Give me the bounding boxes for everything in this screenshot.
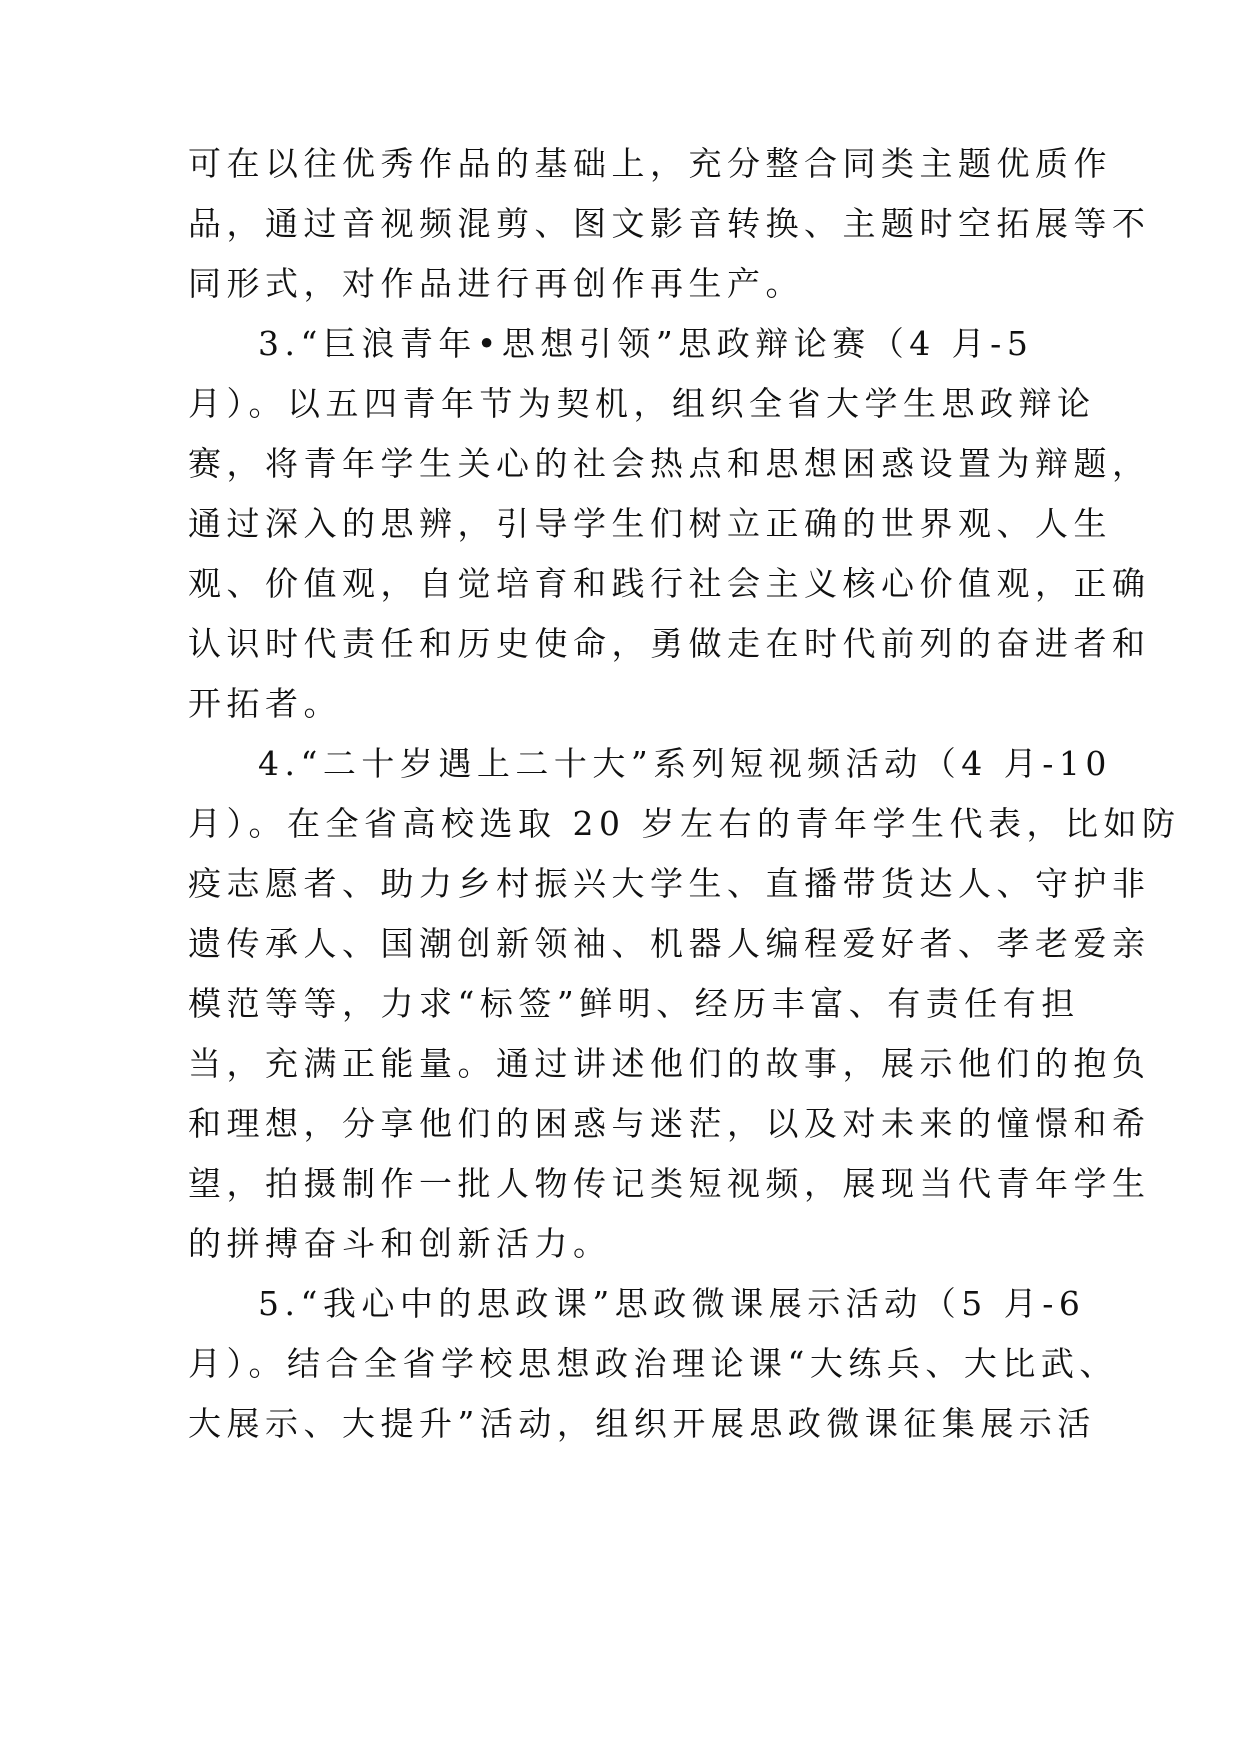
- text-line: 品，通过音视频混剪、图文影音转换、主题时空拓展等不: [188, 204, 1151, 243]
- text-line: 遗传承人、国潮创新领袖、机器人编程爱好者、孝老爱亲: [188, 924, 1151, 963]
- text-line: 认识时代责任和历史使命，勇做走在时代前列的奋进者和: [188, 624, 1151, 663]
- text-line: 和理想，分享他们的困惑与迷茫，以及对未来的憧憬和希: [188, 1104, 1151, 1143]
- text-line: 通过深入的思辨，引导学生们树立正确的世界观、人生: [188, 504, 1112, 543]
- text-line: 可在以往优秀作品的基础上，充分整合同类主题优质作: [188, 144, 1112, 183]
- text-line: 开拓者。: [188, 684, 342, 723]
- text-line: 观、价值观，自觉培育和践行社会主义核心价值观，正确: [188, 564, 1151, 603]
- list-item-heading: 5.“我心中的思政课”思政微课展示活动（5 月-6: [258, 1284, 1086, 1323]
- text-line: 望，拍摄制作一批人物传记类短视频，展现当代青年学生: [188, 1164, 1151, 1203]
- text-line: 赛，将青年学生关心的社会热点和思想困惑设置为辩题，: [188, 444, 1151, 483]
- text-line: 疫志愿者、助力乡村振兴大学生、直播带货达人、守护非: [188, 864, 1151, 903]
- text-line: 月）。以五四青年节为契机，组织全省大学生思政辩论: [188, 384, 1096, 423]
- text-line: 的拼搏奋斗和创新活力。: [188, 1224, 612, 1263]
- list-item-heading: 4.“二十岁遇上二十大”系列短视频活动（4 月-10: [258, 744, 1112, 783]
- text-line: 当，充满正能量。通过讲述他们的故事，展示他们的抱负: [188, 1044, 1151, 1083]
- text-line: 同形式，对作品进行再创作再生产。: [188, 264, 804, 303]
- text-line: 月）。结合全省学校思想政治理论课“大练兵、大比武、: [188, 1344, 1118, 1383]
- list-item-heading: 3.“巨浪青年•思想引领”思政辩论赛（4 月-5: [258, 324, 1034, 363]
- text-line: 月）。在全省高校选取 20 岁左右的青年学生代表，比如防: [188, 804, 1181, 843]
- text-line: 模范等等，力求“标签”鲜明、经历丰富、有责任有担: [188, 984, 1080, 1023]
- text-line: 大展示、大提升”活动，组织开展思政微课征集展示活: [188, 1404, 1096, 1443]
